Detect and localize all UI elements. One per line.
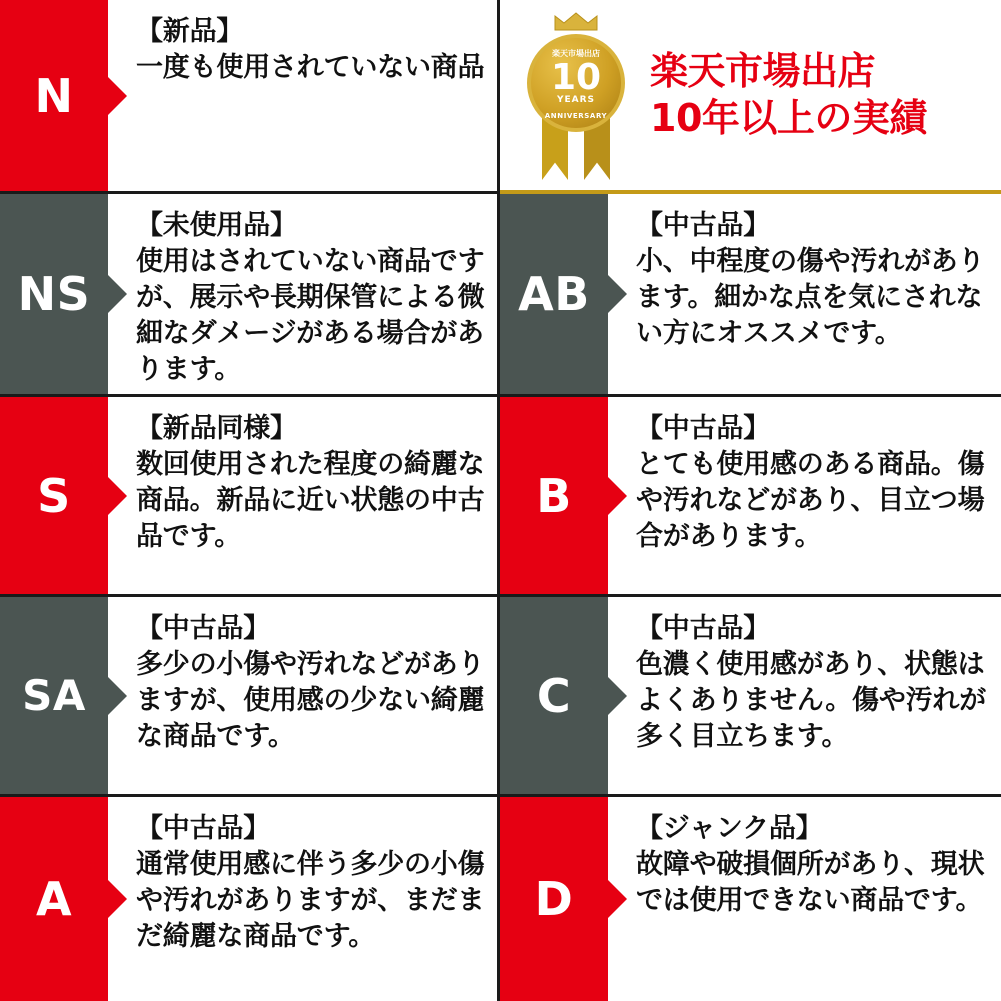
grade-code-s: S <box>37 468 71 523</box>
anniversary-medal-icon <box>516 10 636 180</box>
grade-cell-s <box>0 397 500 597</box>
grade-badge-b <box>500 397 608 594</box>
badge-arrow-icon <box>107 274 127 314</box>
promo-line-1: 楽天市場出店 <box>650 48 876 93</box>
grade-badge-d <box>500 797 608 1001</box>
grade-code-b: B <box>536 468 572 523</box>
medal-number: 10 <box>550 56 602 98</box>
grade-body-ns: 使用はされていない商品ですが、展示や長期保管による微細なダメージがある場合があります。 <box>136 245 485 385</box>
grade-title-c: 【中古品】 <box>636 613 770 644</box>
grade-title-ab: 【中古品】 <box>636 210 770 241</box>
grade-badge-n <box>0 0 108 191</box>
badge-arrow-icon <box>107 879 127 919</box>
badge-arrow-icon <box>607 676 627 716</box>
grade-cell-ab <box>500 194 1001 397</box>
grade-title-sa: 【中古品】 <box>136 613 270 644</box>
grade-description-ab <box>608 194 1001 394</box>
badge-arrow-icon <box>607 879 627 919</box>
grade-description-s <box>108 397 497 594</box>
promo-banner <box>500 0 1001 194</box>
grade-code-d: D <box>534 872 574 926</box>
medal-top-label: 楽天市場出店 <box>552 49 600 58</box>
grade-description-n <box>108 0 497 191</box>
grade-badge-ns <box>0 194 108 394</box>
badge-arrow-icon <box>107 476 127 516</box>
promo-text <box>650 48 927 143</box>
badge-arrow-icon <box>107 676 127 716</box>
grade-title-s: 【新品同様】 <box>136 413 297 444</box>
grade-code-c: C <box>536 668 572 723</box>
grade-body-n: 一度も使用されていない商品 <box>136 51 485 83</box>
grade-title-b: 【中古品】 <box>636 413 770 444</box>
grade-title-ns: 【未使用品】 <box>136 210 297 241</box>
grade-cell-d <box>500 797 1001 1001</box>
grade-badge-sa <box>0 597 108 794</box>
medal-circle <box>527 34 625 132</box>
promo-line-2: 10年以上の実績 <box>650 96 927 140</box>
grade-cell-b <box>500 397 1001 597</box>
grade-body-d: 故障や破損個所があり、現状では使用できない商品です。 <box>636 848 985 916</box>
grade-cell-a <box>0 797 500 1001</box>
grade-badge-a <box>0 797 108 1001</box>
grade-badge-ab <box>500 194 608 394</box>
medal-years-label: YEARS <box>556 95 596 106</box>
medal-anniversary-label: ANNIVERSARY <box>544 112 608 120</box>
grade-title-n: 【新品】 <box>136 16 244 47</box>
grade-description-c <box>608 597 1001 794</box>
grade-body-a: 通常使用感に伴う多少の小傷や汚れがありますが、まだまだ綺麗な商品です。 <box>136 848 485 952</box>
grade-body-ab: 小、中程度の傷や汚れがあります。細かな点を気にされない方にオススメです。 <box>636 245 985 349</box>
grade-cell-ns <box>0 194 500 397</box>
grade-code-a: A <box>35 872 73 926</box>
badge-arrow-icon <box>607 274 627 314</box>
grade-body-c: 色濃く使用感があり、状態はよくありません。傷や汚れが多く目立ちます。 <box>636 648 987 752</box>
grade-description-d <box>608 797 1001 1001</box>
grade-badge-s <box>0 397 108 594</box>
grade-cell-n <box>0 0 500 194</box>
grade-body-b: とても使用感のある商品。傷や汚れなどがあり、目立つ場合があります。 <box>636 448 985 552</box>
grade-body-sa: 多少の小傷や汚れなどがありますが、使用感の少ない綺麗な商品です。 <box>136 648 485 752</box>
grade-cell-c <box>500 597 1001 797</box>
grade-code-n: N <box>34 68 74 123</box>
badge-arrow-icon <box>607 476 627 516</box>
grade-title-a: 【中古品】 <box>136 813 270 844</box>
grade-title-d: 【ジャンク品】 <box>636 813 823 844</box>
grade-cell-sa <box>0 597 500 797</box>
grade-code-ab: AB <box>518 267 590 321</box>
grade-code-ns: NS <box>17 267 91 321</box>
grade-description-sa <box>108 597 497 794</box>
grade-body-s: 数回使用された程度の綺麗な商品。新品に近い状態の中古品です。 <box>136 448 485 552</box>
grade-description-a <box>108 797 497 1001</box>
crown-icon <box>553 12 599 32</box>
grade-code-sa: SA <box>22 670 86 720</box>
grade-badge-c <box>500 597 608 794</box>
grade-description-b <box>608 397 1001 594</box>
badge-arrow-icon <box>107 76 127 116</box>
grade-description-ns <box>108 194 497 394</box>
